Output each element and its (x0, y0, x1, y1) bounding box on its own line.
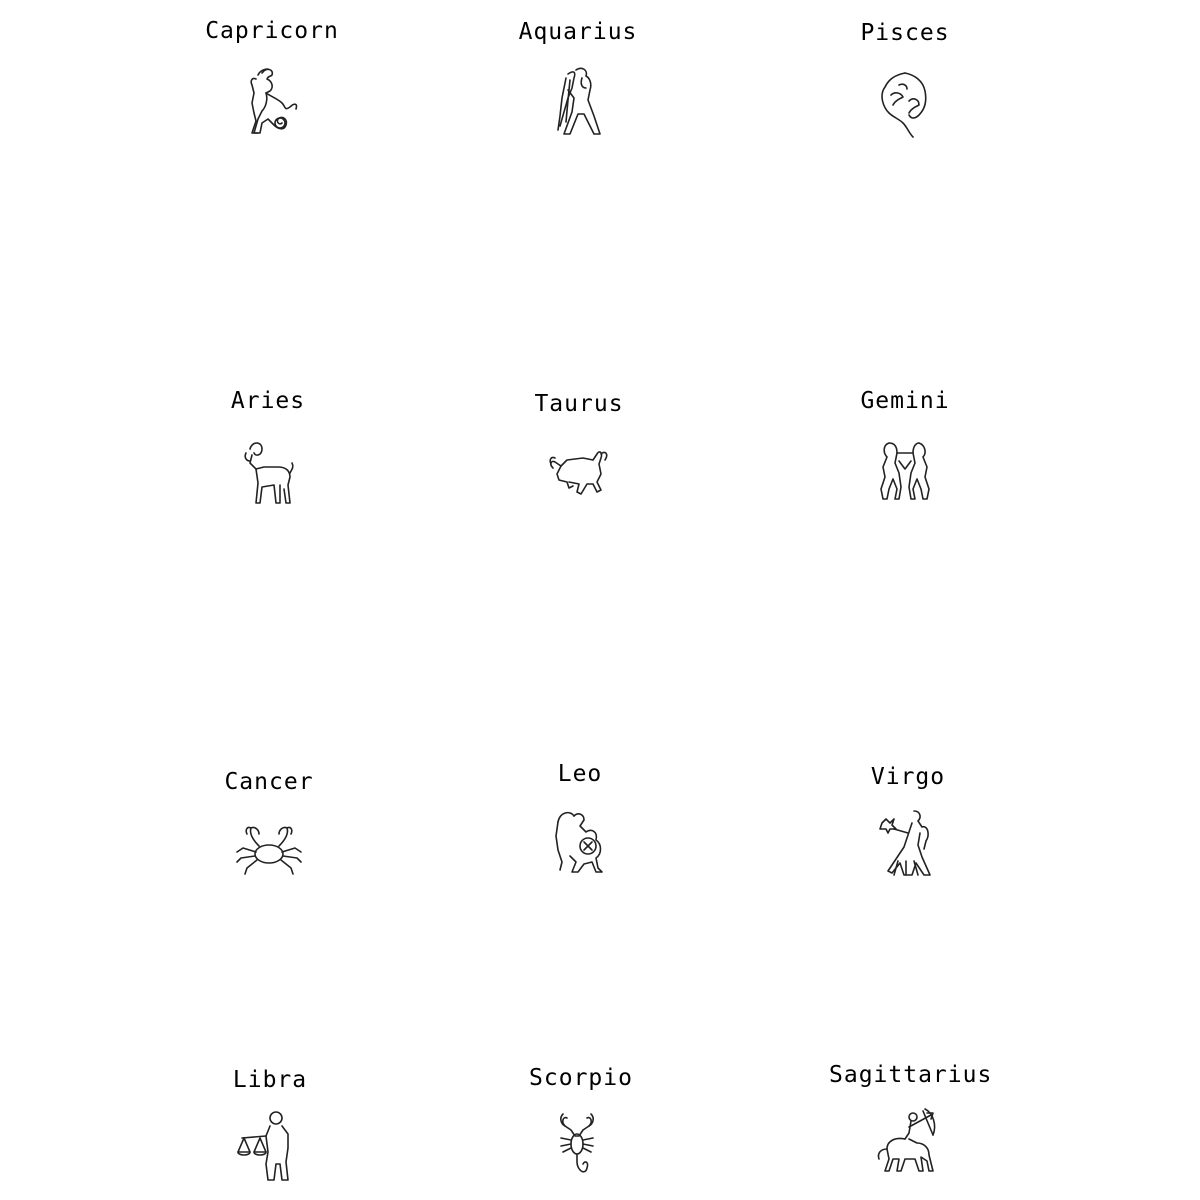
zodiac-cell-leo (500, 760, 660, 882)
aquarius-icon (538, 64, 618, 144)
zodiac-label: Libra (232, 1067, 308, 1093)
zodiac-label: Scorpio (529, 1065, 633, 1091)
zodiac-label: Pisces (860, 20, 950, 46)
capricorn-icon (232, 63, 312, 143)
zodiac-label: Cancer (224, 769, 314, 795)
scorpio-icon (541, 1106, 621, 1186)
zodiac-cell-aquarius (498, 18, 658, 144)
zodiac-cell-cancer (189, 768, 349, 892)
virgo-icon (868, 805, 948, 885)
zodiac-label: Gemini (860, 388, 950, 414)
zodiac-label: Aries (230, 388, 306, 414)
zodiac-label: Sagittarius (829, 1062, 993, 1088)
zodiac-cell-capricorn (192, 17, 352, 143)
zodiac-label: Leo (557, 761, 603, 787)
zodiac-cell-aries (188, 387, 348, 513)
zodiac-cell-gemini (825, 387, 985, 513)
zodiac-label: Aquarius (518, 19, 638, 45)
libra-icon (230, 1108, 310, 1188)
zodiac-label: Virgo (870, 764, 946, 790)
zodiac-cell-sagittarius (829, 1061, 993, 1183)
zodiac-cell-pisces (825, 19, 985, 145)
zodiac-cell-scorpio (501, 1064, 661, 1186)
gemini-icon (865, 433, 945, 513)
cancer-icon (229, 812, 309, 892)
zodiac-cell-virgo (828, 763, 988, 885)
sagittarius-icon (869, 1103, 949, 1183)
taurus-icon (539, 434, 619, 514)
pisces-icon (865, 65, 945, 145)
zodiac-label: Taurus (534, 391, 624, 417)
aries-icon (228, 433, 308, 513)
zodiac-cell-taurus (499, 390, 659, 514)
zodiac-cell-libra (190, 1066, 350, 1188)
leo-icon (540, 802, 620, 882)
zodiac-label: Capricorn (205, 18, 339, 44)
